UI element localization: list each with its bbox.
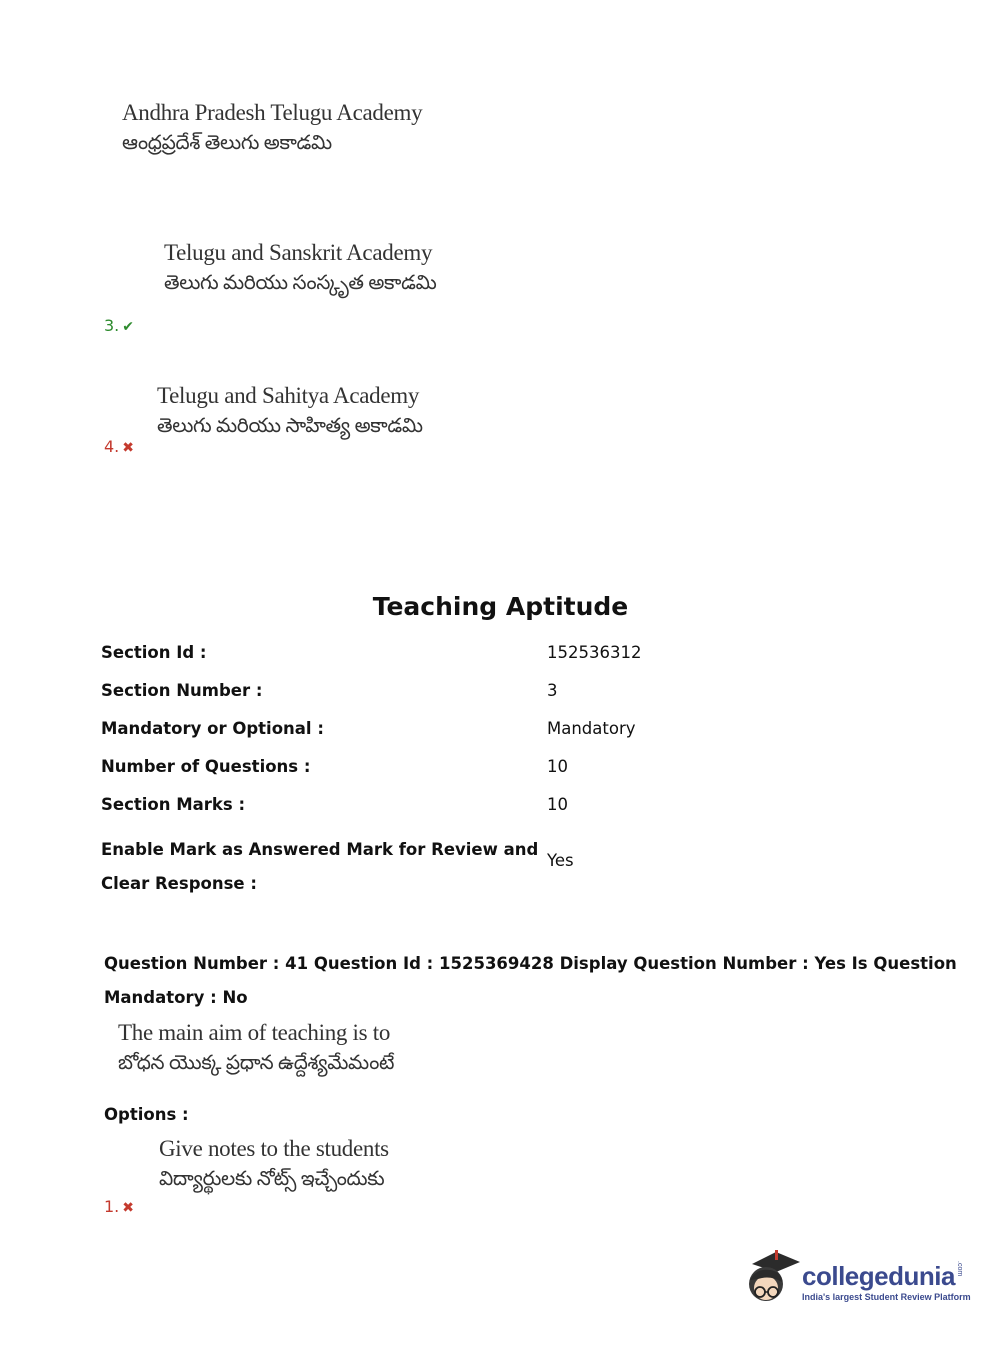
enable-row-value: Yes: [547, 851, 574, 870]
logo-tagline: India's largest Student Review Platform: [802, 1291, 971, 1302]
section-info-value: 3: [547, 681, 558, 700]
section-info-value: 152536312: [547, 643, 642, 662]
option-3-image: [164, 240, 436, 299]
section-info-row: [101, 795, 901, 833]
section-info-value: Mandatory: [547, 719, 636, 738]
option-4-image: [157, 383, 423, 442]
q41-option-1-image: [159, 1136, 389, 1195]
option-3-telugu: తెలుగు మరియు సంస్కృత అకాడమి: [164, 272, 437, 294]
q41-option-1-marker: [104, 1197, 134, 1216]
section-info-table: [101, 643, 901, 833]
check-icon: ✔: [122, 319, 134, 335]
option-4-telugu: తెలుగు మరియు సాహిత్య అకాడమి: [157, 415, 423, 437]
option-2-image: [122, 100, 422, 159]
cross-icon: ✖: [122, 1200, 134, 1216]
logo-name: collegedunia: [802, 1260, 955, 1291]
q41-option-1-telugu: విద్యార్థులకు నోట్స్ ఇచ్చేందుకు: [159, 1168, 385, 1190]
enable-row-label-line2: Clear Response :: [101, 874, 257, 893]
section-info-label: Section Number :: [101, 681, 263, 700]
question-meta: [104, 947, 957, 1015]
option-2-english: Andhra Pradesh Telugu Academy: [122, 100, 423, 125]
q41-option-1-number: 1.: [104, 1197, 120, 1216]
section-info-label: Mandatory or Optional :: [101, 719, 324, 738]
enable-row-label: [101, 833, 538, 901]
option-4-english: Telugu and Sahitya Academy: [157, 383, 420, 408]
section-info-row: [101, 681, 901, 719]
option-3-english: Telugu and Sanskrit Academy: [164, 240, 433, 265]
collegedunia-logo: [742, 1250, 971, 1312]
option-3-marker: [104, 316, 134, 335]
question-meta-line2: Mandatory : No: [104, 988, 248, 1007]
question-text-telugu: బోధన యొక్క ప్రధాన ఉద్దేశ్యమేమంటే: [118, 1052, 395, 1074]
section-title: Teaching Aptitude: [372, 592, 629, 621]
section-info-value: 10: [547, 757, 568, 776]
section-info-label: Section Id :: [101, 643, 207, 662]
logo-suffix: .com: [955, 1260, 963, 1276]
mascot-icon: [742, 1250, 800, 1312]
section-info-label: Number of Questions :: [101, 757, 311, 776]
section-info-row: [101, 757, 901, 795]
section-info-value: 10: [547, 795, 568, 814]
option-4-marker: [104, 437, 134, 456]
enable-row-label-line1: Enable Mark as Answered Mark for Review and: [101, 840, 539, 859]
q41-option-1-english: Give notes to the students: [159, 1136, 389, 1161]
logo-text: [802, 1261, 971, 1302]
options-label: Options :: [104, 1105, 189, 1124]
option-3-number: 3.: [104, 316, 120, 335]
option-4-number: 4.: [104, 437, 120, 456]
question-text-english: The main aim of teaching is to: [118, 1020, 391, 1045]
question-text-image: [118, 1020, 394, 1079]
section-info-row: [101, 719, 901, 757]
section-info-row: [101, 643, 901, 681]
section-info-label: Section Marks :: [101, 795, 246, 814]
cross-icon: ✖: [122, 440, 134, 456]
option-2-telugu: ఆంధ్రప్రదేశ్ తెలుగు అకాడమి: [122, 132, 332, 154]
question-meta-line1: Question Number : 41 Question Id : 1525369428 Display Question Number : Yes Is Question: [104, 954, 957, 973]
